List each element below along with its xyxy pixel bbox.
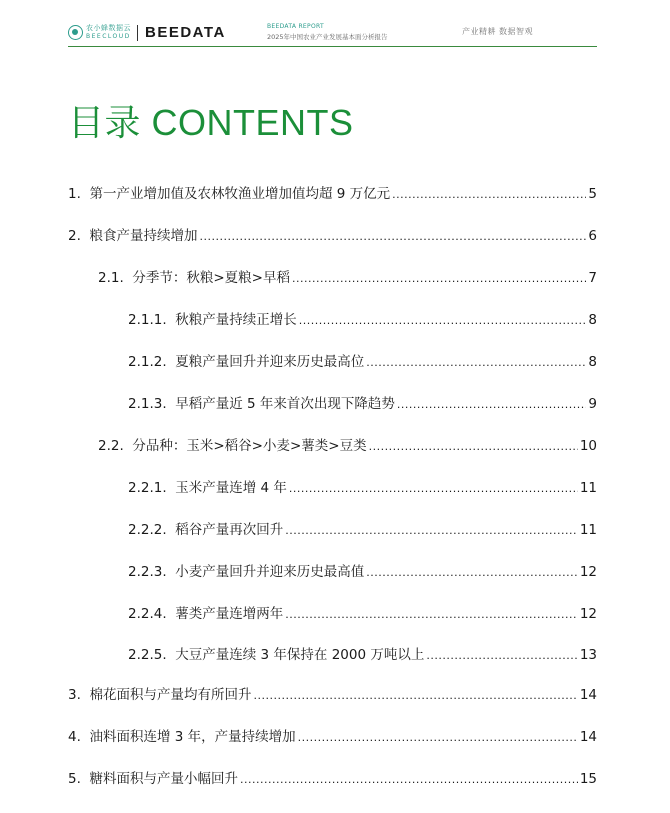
toc-entry-page: 11	[579, 522, 597, 538]
toc-entry[interactable]	[128, 478, 597, 498]
toc-leader-dots	[299, 310, 587, 331]
toc-leader-dots	[285, 604, 578, 625]
toc-entry-page: 7	[588, 270, 597, 286]
toc-entry[interactable]	[128, 520, 597, 540]
toc-entry-number: 1.	[68, 186, 81, 202]
toc-entry-title: 夏粮产量回升并迎来历史最高位	[175, 354, 365, 370]
toc-entry-page: 6	[588, 228, 597, 244]
toc-entry-number: 2.1.3.	[128, 396, 167, 412]
header-divider	[68, 46, 597, 47]
toc-entry-title: 棉花面积与产量均有所回升	[89, 687, 252, 703]
toc-entry-title: 粮食产量持续增加	[89, 228, 198, 244]
bee-logo-icon	[68, 25, 83, 40]
toc-entry-number: 2.2.2.	[128, 522, 167, 538]
toc-leader-dots	[298, 727, 578, 748]
toc-entry-number: 2.2.3.	[128, 564, 167, 580]
toc-entry-page: 8	[588, 312, 597, 328]
toc-entry-number: 5.	[68, 771, 81, 787]
report-label: BEEDATA REPORT	[267, 23, 324, 30]
toc-entry[interactable]	[128, 352, 597, 372]
toc-entry-title: 分季节：秋粮>夏粮>早稻	[132, 270, 290, 286]
tagline: 产业精耕 数据智观	[462, 27, 534, 36]
toc-entry-number: 2.	[68, 228, 81, 244]
toc-entry[interactable]	[68, 685, 597, 705]
toc-entry-title: 玉米产量连增 4 年	[175, 480, 287, 496]
toc-entry-number: 2.1.2.	[128, 354, 167, 370]
beecloud-logo	[68, 24, 226, 41]
toc-entry[interactable]	[68, 769, 597, 789]
toc-entry-title: 稻谷产量再次回升	[175, 522, 284, 538]
toc-entry-number: 2.1.	[98, 270, 124, 286]
toc-entry[interactable]	[128, 645, 597, 665]
toc-entry[interactable]	[68, 226, 597, 246]
toc-entry-page: 5	[588, 186, 597, 202]
toc-leader-dots	[397, 394, 586, 415]
toc-leader-dots	[292, 268, 586, 289]
toc-entry[interactable]	[128, 394, 597, 414]
toc-leader-dots	[369, 436, 578, 457]
logo-cn-text: 农小蜂数据云	[86, 24, 131, 32]
toc-entry-page: 9	[588, 396, 597, 412]
toc-entry-page: 14	[579, 729, 597, 745]
toc-entry-page: 10	[579, 438, 597, 454]
toc-leader-dots	[366, 352, 586, 373]
toc-entry-number: 2.1.1.	[128, 312, 167, 328]
toc-entry-number: 2.2.1.	[128, 480, 167, 496]
toc-entry[interactable]	[128, 562, 597, 582]
toc-entry-title: 糖料面积与产量小幅回升	[89, 771, 238, 787]
toc-entry-number: 4.	[68, 729, 81, 745]
page-header	[0, 0, 670, 48]
toc-leader-dots	[366, 562, 578, 583]
toc-entry-number: 3.	[68, 687, 81, 703]
report-title: 2025年中国农业产业发展基本面分析报告	[267, 33, 388, 41]
toc-entry[interactable]	[68, 727, 597, 747]
toc-leader-dots	[285, 520, 578, 541]
toc-leader-dots	[392, 184, 586, 205]
page-title: 目录 CONTENTS	[68, 102, 354, 143]
toc-leader-dots	[240, 769, 578, 790]
toc-entry[interactable]	[128, 604, 597, 624]
toc-leader-dots	[426, 645, 577, 666]
toc-entry-title: 薯类产量连增两年	[175, 606, 284, 622]
toc-entry-number: 2.2.	[98, 438, 124, 454]
report-info	[267, 23, 388, 42]
toc-leader-dots	[199, 226, 586, 247]
toc-leader-dots	[253, 685, 577, 706]
toc-entry-title: 早稻产量近 5 年来首次出现下降趋势	[175, 396, 395, 412]
toc-entry[interactable]	[128, 310, 597, 330]
brand-name: BEEDATA	[145, 24, 226, 41]
toc-entry[interactable]	[98, 436, 597, 456]
toc-entry-title: 第一产业增加值及农林牧渔业增加值均超 9 万亿元	[89, 186, 391, 202]
toc-entry-number: 2.2.5.	[128, 647, 167, 663]
toc-entry-page: 13	[579, 647, 597, 663]
logo-en-text: BEECLOUD	[86, 33, 131, 40]
toc-entry-page: 11	[579, 480, 597, 496]
toc-entry-title: 油料面积连增 3 年，产量持续增加	[89, 729, 296, 745]
toc-entry-title: 大豆产量连续 3 年保持在 2000 万吨以上	[175, 647, 425, 663]
toc-entry-page: 15	[579, 771, 597, 787]
toc-entry-page: 14	[579, 687, 597, 703]
toc-leader-dots	[289, 478, 578, 499]
toc-entry-page: 12	[579, 564, 597, 580]
toc-entry-page: 8	[588, 354, 597, 370]
logo-divider	[137, 25, 138, 41]
toc-entry-number: 2.2.4.	[128, 606, 167, 622]
toc-entry-title: 小麦产量回升并迎来历史最高值	[175, 564, 365, 580]
toc-entry-title: 分品种：玉米>稻谷>小麦>薯类>豆类	[132, 438, 367, 454]
toc-entry[interactable]	[68, 184, 597, 204]
toc-entry-page: 12	[579, 606, 597, 622]
toc-entry-title: 秋粮产量持续正增长	[175, 312, 297, 328]
toc-entry[interactable]	[98, 268, 597, 288]
